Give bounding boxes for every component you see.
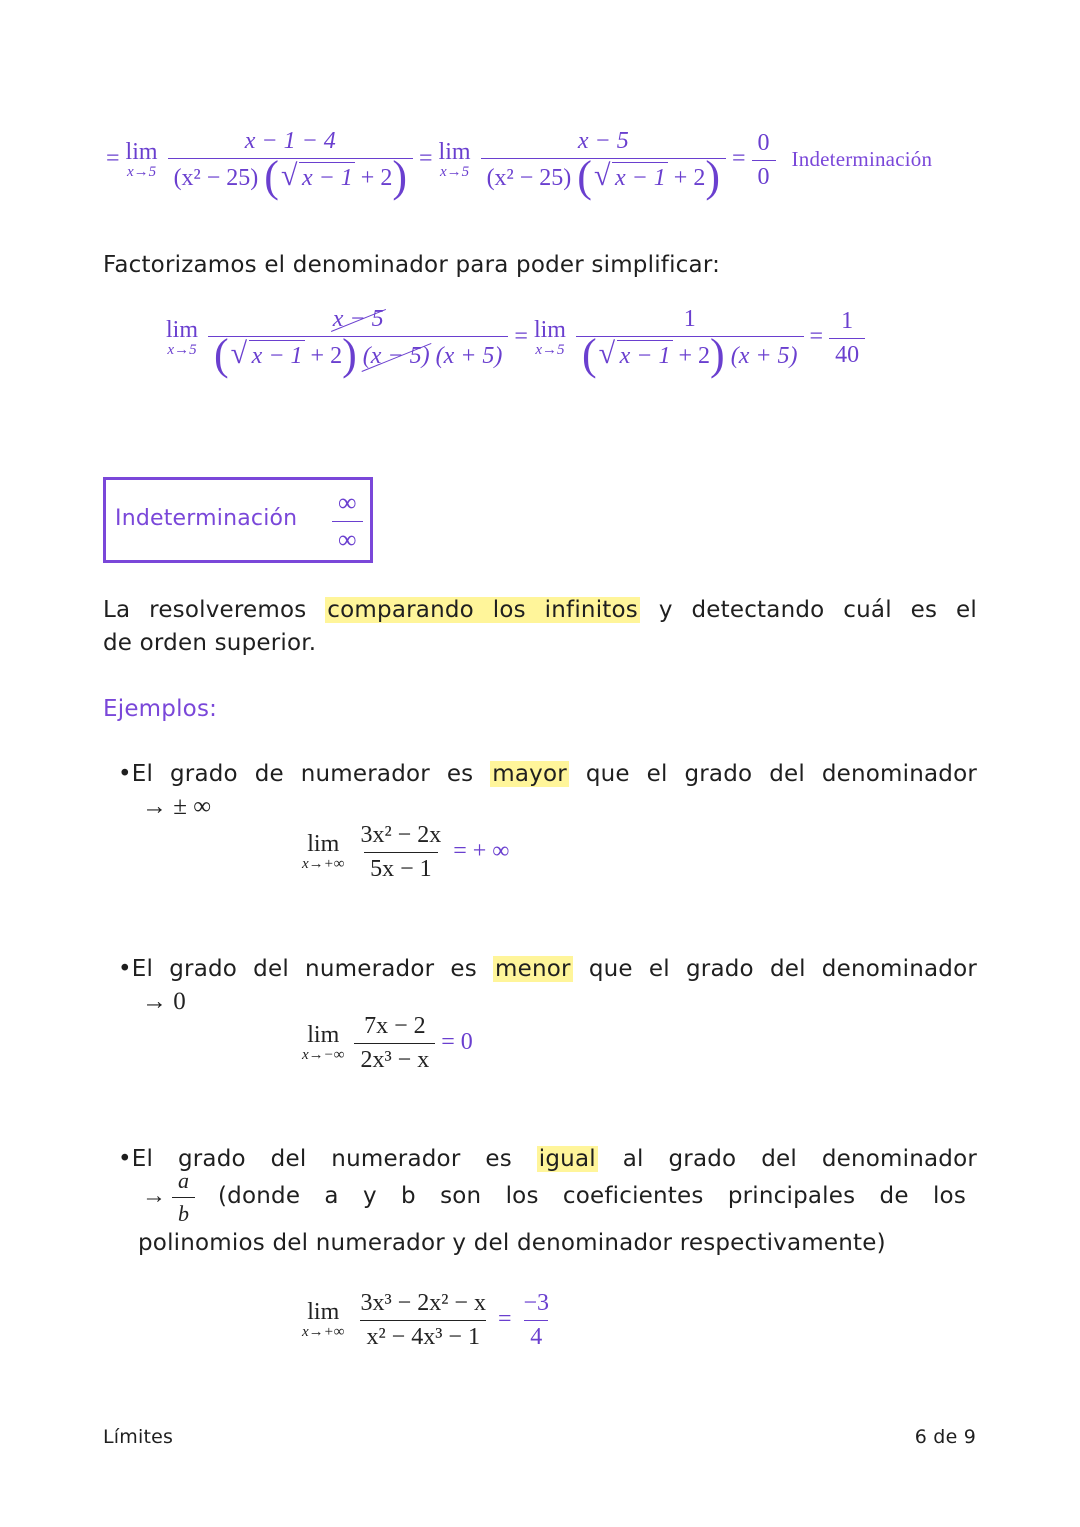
example-2-arrow: → 0	[142, 988, 186, 1015]
example-2-limit: lim x→−∞ $\frac{7x - 2}{\text{2x³ − x}}$ = 0	[302, 1013, 473, 1073]
highlight: comparando los infinitos	[327, 597, 638, 623]
page-number: 6 de 9	[914, 1426, 976, 1448]
denominator: ( √ x − 1 + 2) (x − 5) (x + 5)	[208, 336, 508, 370]
limit-operator: lim x→5	[125, 138, 158, 180]
bullet: •	[118, 1146, 132, 1172]
fraction-2	[481, 128, 726, 201]
numerator: x − 5	[577, 128, 629, 154]
simplified-fraction: 1 ( √ x − 1 + 2) (x + 5)	[576, 306, 804, 370]
indeterminacy-note: Indeterminación	[791, 146, 933, 171]
example-3-explanation-line1: (donde a y b son los coeficientes principales de los	[218, 1183, 966, 1209]
intro-paragraph-line2: de orden superior.	[103, 630, 317, 656]
equals-sign: =	[106, 145, 120, 172]
section-heading-box	[103, 477, 373, 563]
bullet: •	[118, 761, 132, 787]
example-1-text: •El grado de numerador es mayor que el grado del denominador	[118, 761, 978, 787]
section-heading: Indeterminación	[115, 506, 298, 531]
highlight: mayor	[492, 761, 567, 787]
example-2-text: •El grado del numerador es menor que el grado del denominador	[118, 956, 978, 982]
cancelled-factor: (x − 5)	[362, 343, 430, 369]
result-fraction: $\frac{1}{40}$	[829, 308, 865, 369]
cancelled-numerator: x − 5	[332, 306, 384, 332]
numerator: x − 1 − 4	[244, 128, 336, 154]
denominator: (x² − 25) ( √ x − 1 + 2)	[481, 158, 726, 192]
example-1-arrow: → ± ∞	[142, 793, 212, 820]
bullet: •	[118, 956, 132, 982]
limit-equation-1: = lim x→5 x − 1 − 4 (x² − 25) ( √ x − 1 + 2) = lim x→5 x − 5 (x² − 25) ( √ x − 1 + 2) = $\frac{0}{0}$ Indeterminación	[106, 128, 933, 201]
fraction-1	[168, 128, 413, 201]
example-3-limit: lim x→+∞ $\frac{\text{3x³ − 2x² − x}}{\text{x² − 4x³ − 1}}$ = $\frac{-3}{4}$	[302, 1290, 550, 1350]
intro-paragraph-line1: La resolveremos comparando los infinitos y detectando cuál es el	[103, 597, 977, 623]
limit-operator: lim x→5	[438, 138, 471, 180]
highlight: menor	[495, 956, 571, 982]
infinity-over-infinity: $\frac{\infty}{\infty}$	[332, 488, 363, 555]
cancelled-fraction	[208, 306, 508, 379]
denominator: (x² − 25) ( √ x − 1 + 2)	[168, 158, 413, 192]
example-3-arrow: → $\frac{a}{b}$	[142, 1168, 195, 1227]
examples-title: Ejemplos:	[103, 696, 218, 722]
example-3-text: •El grado del numerador es igual al grado del denominador	[118, 1146, 978, 1172]
limit-operator: lim x→5	[533, 316, 566, 358]
zero-over-zero: $\frac{0}{0}$	[752, 130, 776, 191]
footer-title: Límites	[103, 1426, 174, 1448]
example-3-explanation-line2: polinomios del numerador y del denominador respectivamente)	[138, 1230, 886, 1256]
highlight: igual	[538, 1146, 596, 1172]
limit-operator: lim x→5	[166, 316, 199, 358]
limit-equation-2: lim x→5 x − 5 ( √ x − 1 + 2) (x − 5) (x + 5) = lim x→5 1 ( √ x − 1 + 2) (x + 5) = $\frac{1}{40}$	[166, 306, 865, 370]
factor-instruction: Factorizamos el denominador para poder simplificar:	[103, 252, 721, 278]
example-1-limit: lim x→+∞ $\frac{\text{3x² − 2x}}{5x - 1}$ = + ∞	[302, 822, 510, 882]
